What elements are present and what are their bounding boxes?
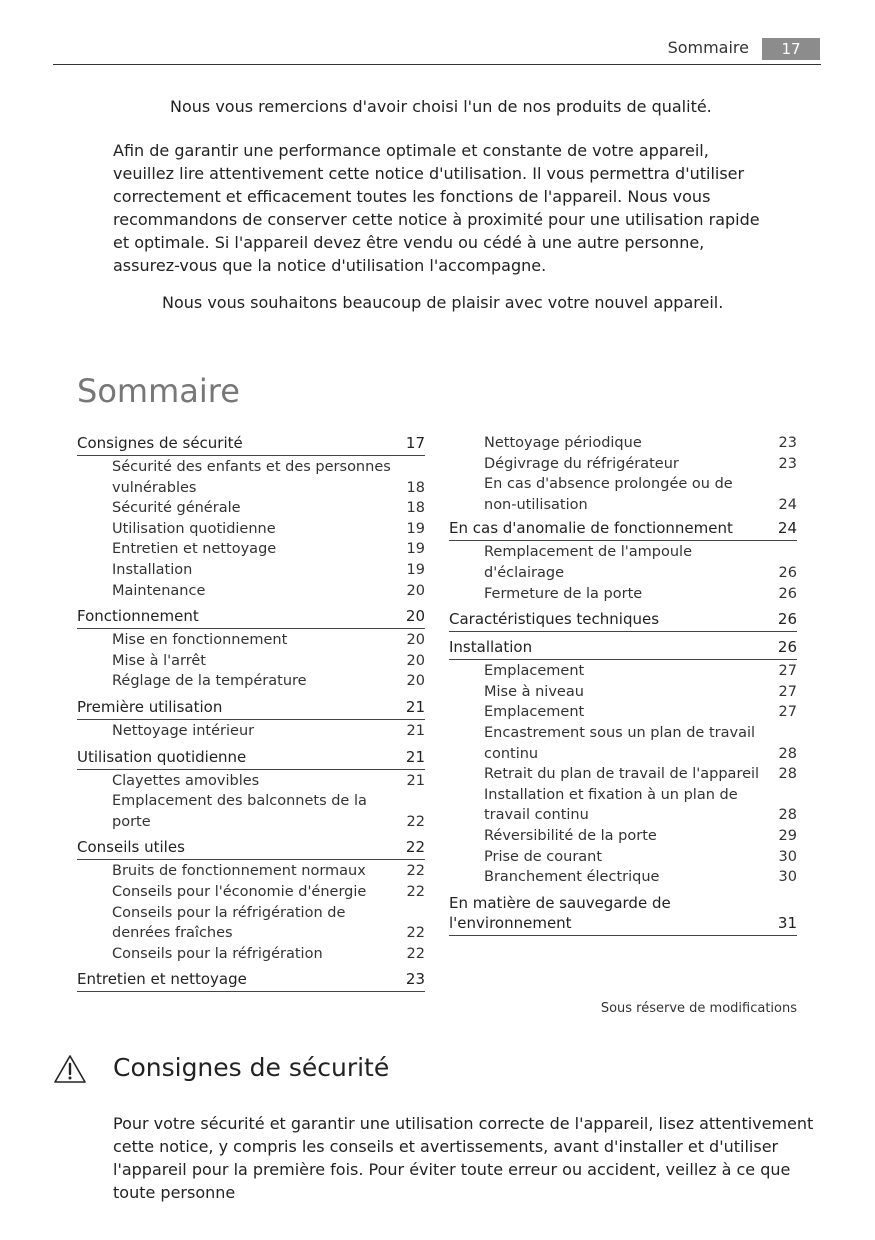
toc-subentry-title: Maintenance	[112, 582, 206, 599]
toc-section-title: Consignes de sécurité	[77, 434, 243, 452]
toc-subentry-title: Emplacement	[484, 663, 585, 680]
toc-subentry[interactable]	[77, 671, 425, 692]
toc-subentry-title: Installation	[112, 561, 193, 578]
toc-section[interactable]	[77, 605, 425, 629]
toc-subentry-page: 20	[406, 632, 425, 649]
toc-subentry-page: 30	[778, 848, 797, 865]
toc-subentry-page: 24	[778, 496, 797, 513]
toc-section-title: Caractéristiques techniques	[449, 610, 660, 629]
toc-subentry-list	[77, 720, 425, 742]
toc-subentry-page: 22	[406, 813, 425, 830]
toc-section[interactable]	[449, 608, 797, 632]
toc-subentry-page: 30	[778, 869, 797, 886]
toc-subentry-list	[449, 541, 797, 604]
toc-subentry-page: 20	[406, 652, 425, 669]
toc-right-column	[449, 432, 797, 936]
toc-subentry-page: 19	[406, 561, 425, 578]
toc-subentry[interactable]	[77, 861, 425, 882]
toc-subentry-title: Entretien et nettoyage	[112, 541, 277, 558]
toc-section-page: 24	[777, 519, 797, 538]
toc-subentry-title: Clayettes amovibles	[112, 772, 260, 789]
toc-subentry[interactable]	[449, 433, 797, 454]
toc-subentry-page: 22	[406, 925, 425, 942]
toc-section[interactable]	[449, 636, 797, 660]
toc-subentry-page: 23	[778, 435, 797, 451]
toc-subentry[interactable]	[449, 785, 797, 826]
toc-subentry-title: Conseils pour l'économie d'énergie	[112, 883, 367, 900]
toc-section[interactable]	[449, 517, 797, 541]
toc-subentry[interactable]	[449, 454, 797, 475]
toc-section-page: 26	[777, 638, 797, 657]
toc-subentry-title: Retrait du plan de travail de l'appareil	[484, 766, 760, 783]
section-title: Consignes de sécurité	[113, 1053, 390, 1082]
toc-subentry-page: 21	[406, 722, 425, 739]
toc-section-page: 31	[777, 913, 797, 932]
toc-subentry-page: 20	[406, 582, 425, 599]
toc-subentry-page: 27	[778, 704, 797, 721]
toc-section-title: Conseils utiles	[77, 838, 185, 857]
toc-subentry-title: Emplacement	[484, 704, 585, 721]
toc-subentry-page: 23	[778, 455, 797, 472]
toc-subentry-page: 22	[406, 863, 425, 880]
toc-subentry-title: Utilisation quotidienne	[112, 520, 276, 537]
toc-subentry-list	[77, 860, 425, 964]
toc-subentry-title: Emplacement des balconnets de la porte	[112, 793, 367, 830]
intro-wish: Nous vous souhaitons beaucoup de plaisir avec votre nouvel appareil.	[162, 293, 724, 312]
toc-subentry-list	[77, 770, 425, 833]
toc-subentry-list	[77, 456, 425, 601]
toc-subentry-list	[77, 629, 425, 692]
toc-subentry-title: Mise à niveau	[484, 683, 584, 700]
toc-subentry[interactable]	[449, 702, 797, 723]
toc-subentry[interactable]	[449, 542, 797, 583]
toc-section[interactable]	[77, 746, 425, 770]
toc-subentry-title: Encastrement sous un plan de travail continu	[484, 724, 756, 762]
toc-subentry-title: Réglage de la température	[112, 673, 307, 690]
toc-subentry-page: 27	[778, 663, 797, 680]
toc-left-column	[77, 432, 425, 992]
toc-section[interactable]	[77, 968, 425, 992]
toc-section-page: 20	[405, 607, 425, 626]
toc-section-title: Entretien et nettoyage	[77, 970, 247, 989]
toc-subentry-title: Sécurité générale	[112, 500, 241, 517]
toc-section-title: Première utilisation	[77, 697, 223, 716]
toc-subentry[interactable]	[77, 498, 425, 519]
toc-subentry-page: 28	[778, 745, 797, 762]
intro-paragraph: Afin de garantir une performance optimale et constante de votre appareil, veuillez lire attentivement cette notice d'utilisation. Il vous permettra d'utiliser correctement et efficacement toutes les fonctions de l'appareil. Nous vous recommandons de conserver cette notice à proximité pour une utilisation rapide et optimale. Si l'appareil devez être vendu ou cédé à une autre personne, assurez-vous que la notice d'utilisation l'accompagne.	[113, 141, 760, 275]
toc-subentry-title: Fermeture de la porte	[484, 585, 643, 602]
footnote: Sous réserve de modifications	[600, 1001, 797, 1016]
toc-subentry-page: 26	[778, 585, 797, 602]
toc-subentry-page: 18	[406, 479, 425, 496]
toc-subentry-title: En cas d'absence prolongée ou de non-utilisation	[484, 476, 733, 513]
toc-subentry-page: 21	[406, 772, 425, 789]
toc-subentry-page: 29	[778, 827, 797, 844]
section-body: Pour votre sécurité et garantir une utilisation correcte de l'appareil, lisez attentivement cette notice, y compris les conseils et avertissements, avant d'installer et d'utiliser l'appareil pour la première fois. Pour éviter toute erreur ou accident, veillez à ce que toute personne	[113, 1114, 814, 1202]
toc-subentry-page: 28	[778, 807, 797, 824]
toc-subentry[interactable]	[77, 457, 425, 498]
toc-section-title: Utilisation quotidienne	[77, 747, 247, 766]
toc-subentry[interactable]	[77, 903, 425, 944]
toc-section-page: 26	[777, 610, 797, 629]
toc-subentry[interactable]	[77, 630, 425, 651]
toc-subentry-page: 18	[406, 500, 425, 517]
toc-subentry[interactable]	[77, 771, 425, 792]
toc-subentry-page: 22	[406, 945, 425, 962]
toc-subentry-title: Bruits de fonctionnement normaux	[112, 863, 366, 880]
toc-subentry-title: Installation et fixation à un plan de travail continu	[484, 786, 738, 824]
toc-subentry[interactable]	[449, 584, 797, 605]
toc-subentry-page: 28	[778, 766, 797, 783]
toc-subentry-list	[449, 660, 797, 888]
toc-subentry[interactable]	[77, 519, 425, 540]
toc-subentry[interactable]	[77, 651, 425, 672]
intro-thanks: Nous vous remercions d'avoir choisi l'un de nos produits de qualité.	[170, 97, 712, 116]
toc-subentry-title: Mise à l'arrêt	[112, 652, 206, 669]
toc-subentry-title: Remplacement de l'ampoule d'éclairage	[484, 544, 692, 581]
toc-section-page: 21	[405, 747, 425, 766]
toc-subentry[interactable]	[77, 560, 425, 581]
toc-subentry[interactable]	[449, 682, 797, 703]
toc-subentry-title: Dégivrage du réfrigérateur	[484, 455, 679, 472]
toc-subentry-title: Réversibilité de la porte	[484, 827, 657, 844]
toc-subentry[interactable]	[449, 764, 797, 785]
toc-title: Sommaire	[77, 372, 240, 410]
toc-subentry-page: 26	[778, 564, 797, 581]
toc-subentry[interactable]	[449, 867, 797, 888]
toc-section-title: Fonctionnement	[77, 607, 199, 626]
toc-subentry-title: Prise de courant	[484, 848, 603, 865]
toc-subentry-title: Mise en fonctionnement	[112, 632, 288, 649]
toc-section-page: 23	[405, 970, 425, 989]
toc-subentry[interactable]	[449, 847, 797, 868]
toc-subentry-title: Conseils pour la réfrigération	[112, 945, 323, 962]
toc-subentry-title: Conseils pour la réfrigération de denrées fraîches	[112, 904, 346, 942]
toc-section[interactable]	[77, 696, 425, 720]
toc-section-page: 21	[405, 697, 425, 716]
toc-subentry-page: 20	[406, 673, 425, 690]
toc-subentry-list	[449, 432, 797, 515]
toc-subentry-title: Nettoyage intérieur	[112, 722, 255, 739]
toc-subentry[interactable]	[449, 723, 797, 764]
toc-section-title: En matière de sauvegarde de l'environnement	[449, 893, 671, 932]
toc-subentry-title: Branchement électrique	[484, 869, 660, 886]
header-rule	[53, 64, 821, 65]
toc-section[interactable]	[77, 836, 425, 860]
toc-section-title: En cas d'anomalie de fonctionnement	[449, 519, 733, 538]
toc-section-title: Installation	[449, 638, 533, 657]
toc-subentry[interactable]	[449, 474, 797, 515]
toc-subentry-page: 22	[406, 883, 425, 900]
toc-subentry[interactable]	[449, 826, 797, 847]
toc-subentry[interactable]	[77, 791, 425, 832]
toc-subentry-title: Sécurité des enfants et des personnes vulnérables	[112, 459, 391, 496]
toc-subentry-page: 27	[778, 683, 797, 700]
toc-section[interactable]	[77, 432, 425, 456]
toc-subentry[interactable]	[77, 882, 425, 903]
toc-section-page: 17	[405, 434, 425, 452]
toc-subentry[interactable]	[77, 944, 425, 965]
toc-subentry-page: 19	[406, 541, 425, 558]
toc-subentry[interactable]	[77, 539, 425, 560]
toc-subentry[interactable]	[449, 661, 797, 682]
toc-section-page: 22	[405, 838, 425, 857]
toc-subentry[interactable]	[77, 581, 425, 602]
toc-subentry[interactable]	[77, 721, 425, 742]
warning-triangle-icon	[53, 1054, 87, 1084]
toc-subentry-title: Nettoyage périodique	[484, 435, 642, 451]
toc-subentry-page: 19	[406, 520, 425, 537]
running-header-title: Sommaire	[667, 38, 749, 57]
page-number: 17	[762, 38, 820, 60]
toc-section[interactable]	[449, 892, 797, 936]
